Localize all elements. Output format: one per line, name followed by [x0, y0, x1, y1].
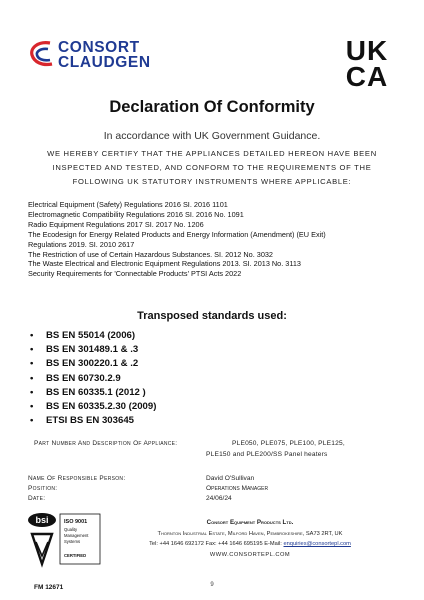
regulation-item: The Ecodesign for Energy Related Products and Energy Information (Amendment) (EU Exit) [28, 229, 326, 239]
bullet-icon: • [30, 401, 34, 413]
standard-text: BS EN 60335.1 (2012 ) [46, 386, 146, 398]
standard-text: BS EN 301489.1 & .3 [46, 344, 139, 356]
standard-item [30, 386, 156, 400]
regulation-item: Electrical Equipment (Safety) Regulations 2016 SI. 2016 1101 [28, 200, 228, 209]
ukca-mark [342, 36, 392, 92]
position-label: Position: [28, 485, 58, 492]
bullet-icon: • [30, 344, 34, 356]
regulation-item: Electromagnetic Compatibility Regulations 2016 SI. 2016 No. 1091 [28, 209, 244, 219]
standards-heading: Transposed standards used: [137, 310, 287, 322]
regulation-item: Security Requirements for 'Connectable Products' PTSI Acts 2022 [28, 269, 242, 279]
regulation-item: The Restriction of use of Certain Hazardous Substances. SI. 2012 No. 3032 [28, 249, 273, 259]
standard-item [30, 414, 156, 428]
certify-line: INSPECTED AND TESTED, AND CONFORM TO THE REQUIREMENTS OF THE [52, 163, 372, 172]
standard-item [30, 372, 156, 386]
svg-text:ISO 9001: ISO 9001 [64, 519, 88, 525]
consort-claudgen-logo [28, 38, 188, 72]
bullet-icon: • [30, 415, 34, 427]
regulations-list [28, 200, 408, 279]
company-address: Thornton Industrial Estate, Milford Haven, Pembrokeshire, SA73 2RT, UK [157, 531, 343, 537]
svg-text:Systems: Systems [64, 539, 81, 544]
company-website[interactable]: WWW.CONSORTEPL.COM [209, 552, 291, 558]
standard-item [30, 357, 156, 371]
responsible-person-value: David O'Sullivan [206, 475, 255, 482]
date-label: Date: [28, 495, 46, 502]
standard-text: BS EN 60335.2.30 (2009) [46, 401, 157, 413]
standard-item [30, 343, 156, 357]
company-email-link[interactable]: enquiries@consortepl.com [283, 541, 351, 547]
standard-text: BS EN 60730.2.9 [46, 372, 121, 384]
part-number-value-2: PLE150 and PLE200/SS Panel heaters [206, 451, 328, 458]
responsible-person-label: Name Of Responsible Person: [28, 475, 126, 482]
regulation-item: The Waste Electrical and Electronic Equipment Regulations 2013. SI. 2013 No. 3113 [28, 259, 301, 269]
logo-swoosh-icon [28, 40, 54, 70]
svg-text:CERTIFIED: CERTIFIED [64, 553, 87, 558]
position-value: Operations Manager [206, 485, 269, 492]
regulation-item: Regulations 2019. SI. 2010 2617 [28, 239, 135, 249]
company-contact [100, 541, 400, 547]
company-name: Consort Equipment Products Ltd. [206, 519, 294, 526]
bsi-kitemark-icon [26, 512, 104, 582]
svg-text:bsi: bsi [35, 515, 49, 525]
guidance-line: In accordance with UK Government Guidance. [103, 130, 321, 142]
svg-text:Management: Management [64, 533, 89, 538]
logo-line-2: CLAUDGEN [58, 54, 151, 71]
bullet-icon: • [30, 358, 34, 370]
standard-item [30, 329, 156, 343]
page-number: 9 [210, 582, 214, 588]
standard-item [30, 400, 156, 414]
standard-text: BS EN 300220.1 & .2 [46, 358, 139, 370]
logo-line-1: CONSORT [58, 39, 140, 56]
bullet-icon: • [30, 372, 34, 384]
standard-text: ETSI BS EN 303645 [46, 415, 134, 427]
company-phone: Tel: +44 1646 692172 Fax: +44 1646 695195 E-Mail: [149, 541, 282, 547]
date-value: 24/06/24 [206, 495, 232, 502]
certify-line: FOLLOWING UK STATUTORY INSTRUMENTS WHERE APPLICABLE: [72, 177, 352, 186]
ukca-bottom: CA [345, 61, 389, 92]
part-number-value-1: PLE050, PLE075, PLE100, PLE125, [232, 440, 345, 447]
part-number-label: Part Number And Description Of Appliance: [34, 440, 178, 447]
standard-text: BS EN 55014 (2006) [46, 330, 136, 341]
bullet-icon: • [30, 330, 34, 341]
svg-text:Quality: Quality [64, 527, 78, 532]
bsi-cert-number: FM 12671 [34, 584, 64, 591]
document-title: Declaration Of Conformity [109, 98, 315, 116]
regulation-item: Radio Equipment Regulations 2017 SI. 2017 No. 1206 [28, 219, 204, 229]
certify-line: WE HEREBY CERTIFY THAT THE APPLIANCES DETAILED HEREON HAVE BEEN [47, 149, 377, 158]
bullet-icon: • [30, 386, 34, 398]
ukca-top: UK [345, 35, 389, 66]
standards-list [30, 329, 156, 428]
